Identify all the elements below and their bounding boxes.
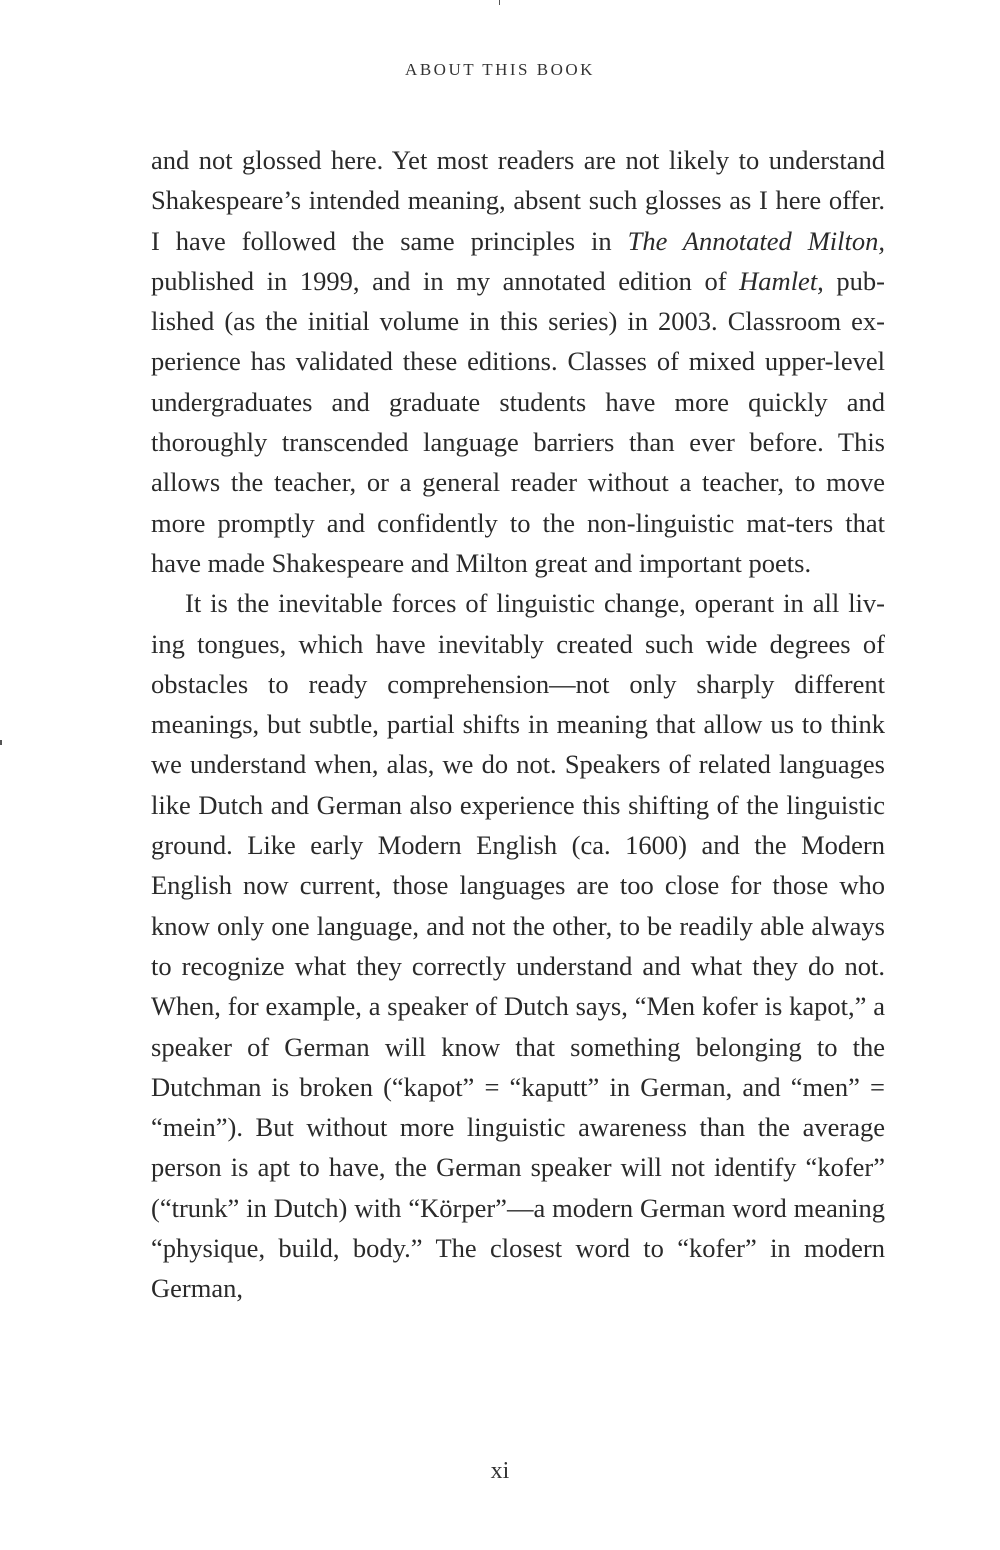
italic-title-annotated-milton: The Annotated Milton, xyxy=(627,225,886,256)
paragraph-2 xyxy=(151,583,885,1308)
paragraph-2-text: It is the inevitable forces of linguistic change, operant in all liv-ing tongues, which have inevitably created such wide degrees of obstacles to ready comprehension—not only sharply different meanings, but subtle, partial shifts in meaning that allow us to think we understand when, alas, we do not. Speakers of related languages like Dutch and German also experience this shifting of the linguistic ground. Like early Modern English (ca. 1600) and the Modern English now current, those languages are too close for those who know only one language, and not the other, to be readily able always to recognize what they correctly understand and what they do not. When, for example, a speaker of Dutch says, “Men kofer is kapot,” a speaker of German will know that something belonging to the Dutchman is broken (“kapot” = “kaputt” in German, and “men” = “mein”). But without more linguistic awareness than the average person is apt to have, the German speaker will not identify “kofer” (“trunk” in Dutch) with “Körper”—a modern German word meaning “physique, build, body.” The closest word to “kofer” in modern German, xyxy=(151,588,885,1304)
paragraph-1 xyxy=(151,140,885,583)
paragraph-1-text-3: pub-lished (as the initial volume in this series) in 2003. Classroom ex-perience has validated these editions. Classes of mixed upper-level undergraduates and graduate students have more quickly and thoroughly transcended language barriers than ever before. This allows the teacher, or a general reader without a teacher, to move more promptly and confidently to the non-linguistic mat-ters that have made Shakespeare and Milton great and important poets. xyxy=(151,265,885,578)
body-text xyxy=(151,140,885,1309)
page-number: xi xyxy=(490,1458,510,1484)
paragraph-1-text-2: published in 1999, and in my annotated edition of xyxy=(151,265,740,296)
running-head: ABOUT THIS BOOK xyxy=(405,60,595,79)
italic-title-hamlet: Hamlet, xyxy=(739,265,824,296)
paragraph-1-text-1: and not glossed here. Yet most readers are not likely to understand Shakespeare’s intended meaning, absent such glosses as I here offer. I have followed the same principles in xyxy=(151,145,885,256)
left-margin-mark xyxy=(0,740,2,745)
top-margin-mark xyxy=(499,0,500,5)
